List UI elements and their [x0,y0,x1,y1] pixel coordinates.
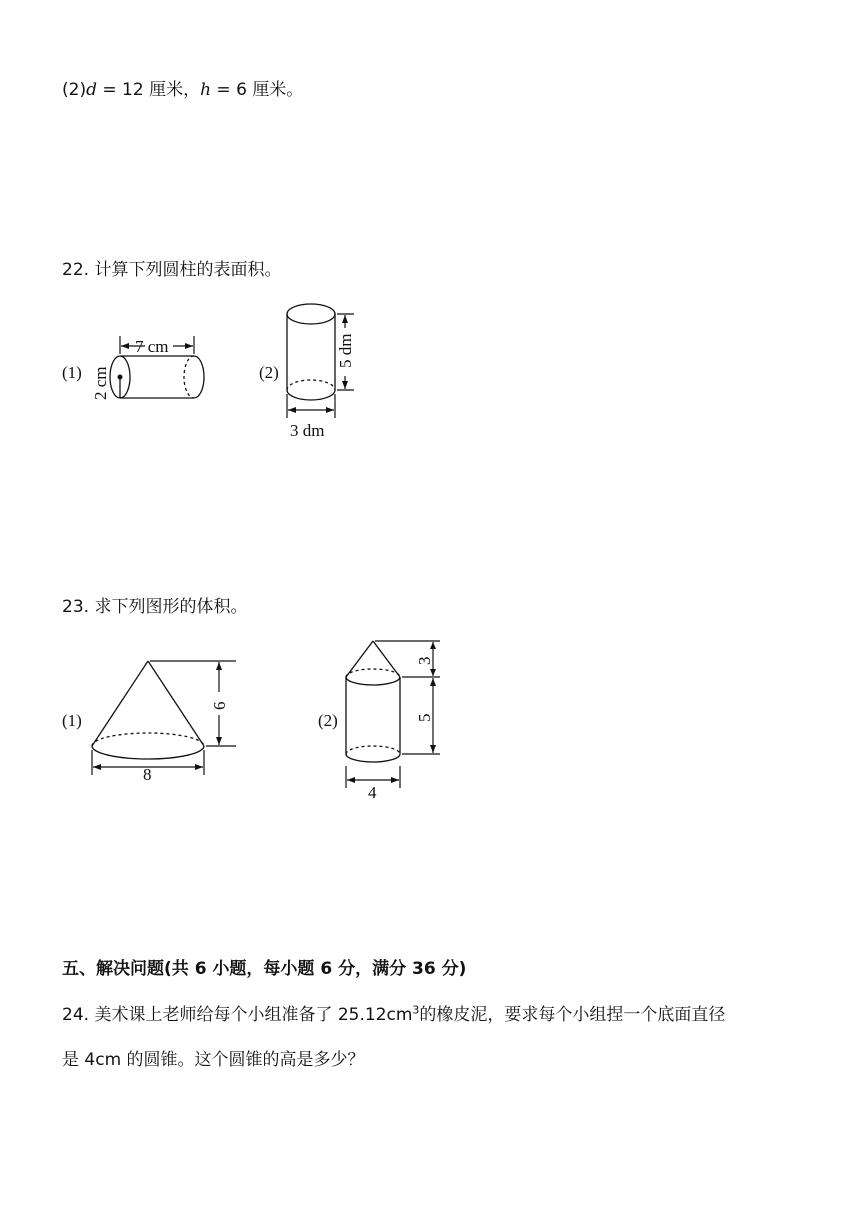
q24-line1-a: 24. 美术课上老师给每个小组准备了 25.12cm [62,1005,413,1025]
d-unit: 厘米， [149,80,201,100]
q22-fig2-height-label: 5 dm [336,333,355,368]
q23-title: 23. 求下列图形的体积。 [62,597,248,617]
q24-line1 [62,1004,725,1026]
q23-fig2-cone-cylinder [346,641,400,762]
q22-fig1-radius-label: 2 cm [91,366,110,400]
q22-fig2-label: (2) [259,363,279,382]
q24-superscript: 3 [412,1003,420,1017]
d-symbol: d [86,80,97,100]
q23-figures [0,630,860,800]
q21-part2-line [62,79,303,101]
q24-line2: 是 4cm 的圆锥。这个圆锥的高是多少？ [62,1050,365,1070]
q22-title: 22. 计算下列圆柱的表面积。 [62,260,282,280]
q22-fig1-center-dot [118,375,123,380]
section5-heading: 五、解决问题(共 6 小题，每小题 6 分，满分 36 分) [62,959,467,979]
h-unit: 厘米。 [252,80,304,100]
d-equals: = 12 [96,80,150,100]
h-symbol: h [200,80,212,100]
q23-fig1-diameter-label: 8 [143,765,152,784]
q22-fig1-length-label: 7 cm [135,337,169,356]
q23-fig2-cone-height-label: 3 [415,656,434,665]
h-equals: = 6 [211,80,253,100]
q23-fig1-height-label: 6 [210,701,229,710]
q22-fig2-cylinder [287,304,335,400]
q22-fig1-cylinder [110,356,204,398]
q23-fig2-label: (2) [318,711,338,730]
q23-fig1-cone [92,661,204,759]
q23-fig1-label: (1) [62,711,82,730]
q22-fig1-label: (1) [62,363,82,382]
q21-part2-prefix: (2) [62,80,87,100]
q22-figures [0,290,860,450]
q24-line1-b: 的橡皮泥，要求每个小组捏一个底面直径 [419,1005,726,1025]
q23-fig2-cyl-height-label: 5 [415,713,434,722]
q23-fig2-diameter-label: 4 [368,783,377,802]
q22-fig2-diameter-label: 3 dm [290,421,325,440]
